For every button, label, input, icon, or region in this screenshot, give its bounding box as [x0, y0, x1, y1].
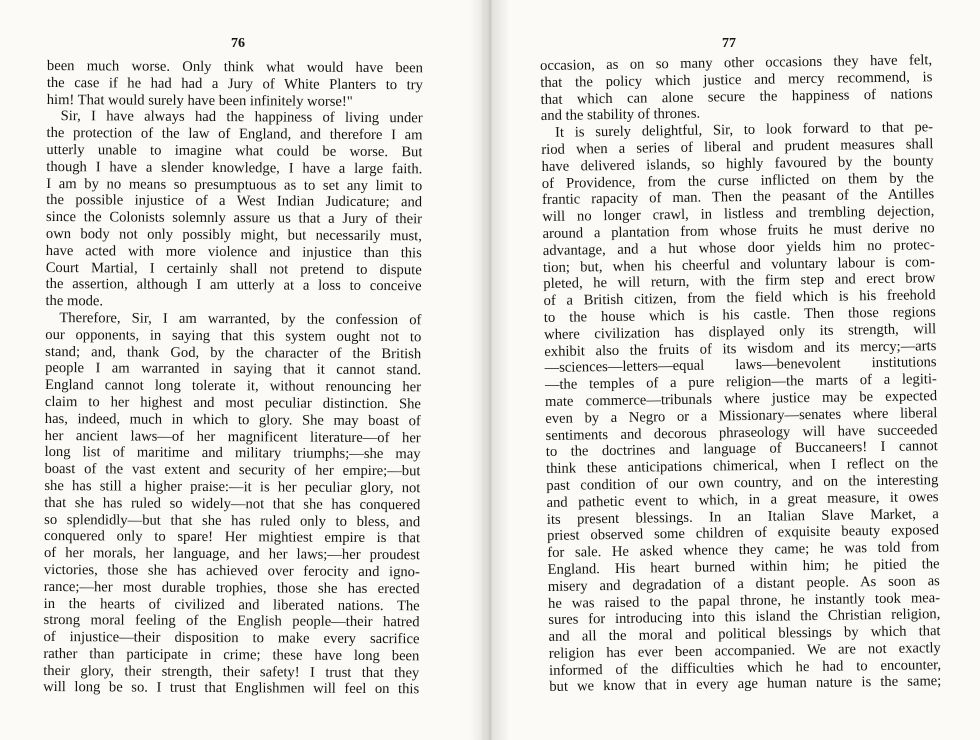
text-line: has, indeed, much in which to glory. She may boast of: [44, 410, 421, 430]
text-line: It is surely delightful, Sir, to look forward to that pe-: [554, 119, 934, 141]
text-line: —the temples of a pure religion—the marts of a legiti-: [544, 371, 937, 394]
text-line: the case if he had had a Jury of White Planters to try: [46, 74, 423, 94]
text-line: the assertion, although I am utterly at a loss to conceive: [45, 276, 422, 295]
text-line: tion; but, when his cheerful and voluntary labour is com-: [542, 253, 936, 276]
text-line: riod when a series of liberal and prudent measures shall: [541, 136, 934, 158]
text-line: England. His heart burned within him; he pitied the: [547, 556, 940, 578]
text-line: misery and degradation of a distant people. As soon as: [547, 572, 940, 595]
text-line: the protection of the law of England, and therefore I am: [46, 125, 423, 144]
left-page-number: 76: [231, 36, 245, 51]
text-line: informed of the difficulties which he had to encounter,: [548, 656, 942, 679]
text-line: have delivered islands, so highly favoured by the bounty: [541, 152, 934, 175]
text-line: sentiments and decorous phraseology will have succeeded: [545, 421, 938, 444]
text-line: their glory, their strength, their safety! I trust that they: [43, 662, 420, 681]
text-line: its present blessings. In an Italian Slave Market, a: [546, 505, 939, 528]
text-line: I am by no means so presumptuous as to set any limit to: [46, 175, 423, 194]
text-line: own body not only possibly might, but necessarily must,: [45, 225, 422, 245]
text-line: frantic rapacity of man. Then the peasant of the Antilles: [541, 186, 935, 209]
right-page-text: [540, 52, 941, 696]
text-line: occasion, as on so many other occasions they have felt,: [540, 52, 933, 74]
text-line: she has still a higher praise:—it is her peculiar glory, not: [44, 477, 421, 497]
text-line: her ancient laws—of her magnificent literature—of her: [44, 427, 421, 446]
text-line: him! That would surely have been infinitely worse!": [46, 91, 353, 110]
text-line: and all the moral and political blessings by which that: [548, 623, 941, 646]
text-line: since the Colonists solemnly assure us that a Jury of their: [45, 209, 423, 228]
text-line: —sciences—letters—equal laws—benevolent institutions: [544, 354, 937, 377]
text-line: for sale. He asked whence they came; he was told from: [547, 539, 940, 562]
text-line: utterly unable to imagine what could be worse. But: [46, 141, 423, 161]
text-line: people I am warranted in saying that it cannot stand.: [45, 360, 422, 379]
text-line: sures for introducing into this island the Christian religion,: [548, 606, 941, 629]
text-line: of Providence, from the curse inflicted on them by the: [541, 169, 934, 192]
text-line: our opponents, in saying that this system ought not to: [45, 326, 422, 346]
text-line: mate commerce—tribunals where justice may be expected: [544, 388, 938, 410]
text-line: rance;—her most durable trophies, those she has erected: [43, 578, 420, 597]
left-page-text: [43, 58, 423, 699]
text-line: of her morals, her language, and her laws;—her proudest: [43, 545, 421, 564]
right-page: [492, 0, 980, 740]
text-line: will long be so. I trust that Englishmen will feel on this: [43, 679, 420, 698]
text-line: even by a Negro or a Missionary—senates where liberal: [545, 404, 938, 427]
text-line: religion has ever been accompanied. We are not exactly: [548, 640, 941, 662]
text-line: that she has ruled so widely—not that she has conquered: [44, 494, 421, 514]
text-line: pleted, he will return, with the firm step and erect brow: [543, 270, 936, 293]
text-line: he was raised to the papal throne, he instantly took mea-: [547, 589, 941, 612]
text-line: rather than participate in crime; these have long been: [43, 645, 420, 665]
right-page-number: 77: [722, 36, 736, 51]
text-line: so splendidly—but that she has ruled only to bless, and: [44, 511, 421, 530]
text-line: long list of maritime and military triumphs;—she may: [44, 444, 421, 463]
text-line: Therefore, Sir, I am warranted, by the confession of: [59, 310, 422, 329]
text-line: England cannot long tolerate it, without renouncing her: [44, 377, 422, 396]
book-gutter: [470, 0, 510, 740]
text-line: that the policy which justice and mercy recommend, is: [540, 68, 933, 91]
text-line: the possible injustice of a West Indian Judicature; and: [46, 192, 423, 211]
text-line: though I have a slender knowledge, I have a large faith.: [46, 158, 423, 178]
text-line: claim to her highest and most peculiar distinction. She: [44, 393, 421, 413]
text-line: Court Martial, I certainly shall not pretend to dispute: [45, 259, 422, 278]
text-line: but we know that in every age human nature is the same;: [549, 673, 942, 696]
text-line: boast of the vast extent and security of her empire;—but: [44, 461, 421, 480]
text-line: to the doctrines and language of Buccaneers! I cannot: [545, 438, 938, 461]
text-line: will no longer crawl, in listless and trembling dejection,: [542, 203, 935, 226]
text-line: past condition of our own country, and on the interesting: [546, 472, 939, 494]
text-line: advantage, and a hut whose door yields him no protec-: [542, 236, 935, 259]
text-line: the mode.: [45, 293, 104, 310]
text-line: and pathetic event to which, in a great measure, it owes: [546, 488, 939, 511]
text-line: victories, those she has achieved over ferocity and igno-: [43, 561, 420, 581]
text-line: of injustice—their disposition to make every sacrifice: [43, 629, 420, 648]
text-line: and the stability of thrones.: [540, 106, 701, 125]
text-line: exhibit also the fruits of its wisdom and its mercy;—arts: [544, 337, 937, 360]
text-line: where civilization has displayed only its strength, will: [543, 320, 937, 343]
text-line: Sir, I have always had the happiness of living under: [60, 108, 423, 127]
text-line: have acted with more violence and injustice than this: [45, 242, 422, 262]
text-line: to the house which is his castle. Then those regions: [543, 304, 936, 326]
text-line: conquered only to spare! Her mightiest empire is that: [44, 528, 421, 547]
text-line: think these anticipations chimerical, when I reflect on the: [545, 455, 939, 478]
text-line: of a British citizen, from the field which is his freehold: [543, 287, 936, 310]
left-page: [0, 0, 482, 740]
text-line: around a plantation from whose fruits he must derive no: [542, 220, 935, 242]
text-line: stand; and, thank God, by the character of the British: [45, 343, 422, 362]
text-line: strong moral feeling of the English people—their hatred: [43, 612, 420, 631]
text-line: that which can alone secure the happiness of nations: [540, 85, 933, 108]
text-line: priest observed some children of exquisite beauty exposed: [546, 522, 940, 545]
text-line: been much worse. Only think what would have been: [46, 58, 423, 77]
text-line: in the hearts of civilized and liberated nations. The: [43, 595, 420, 614]
